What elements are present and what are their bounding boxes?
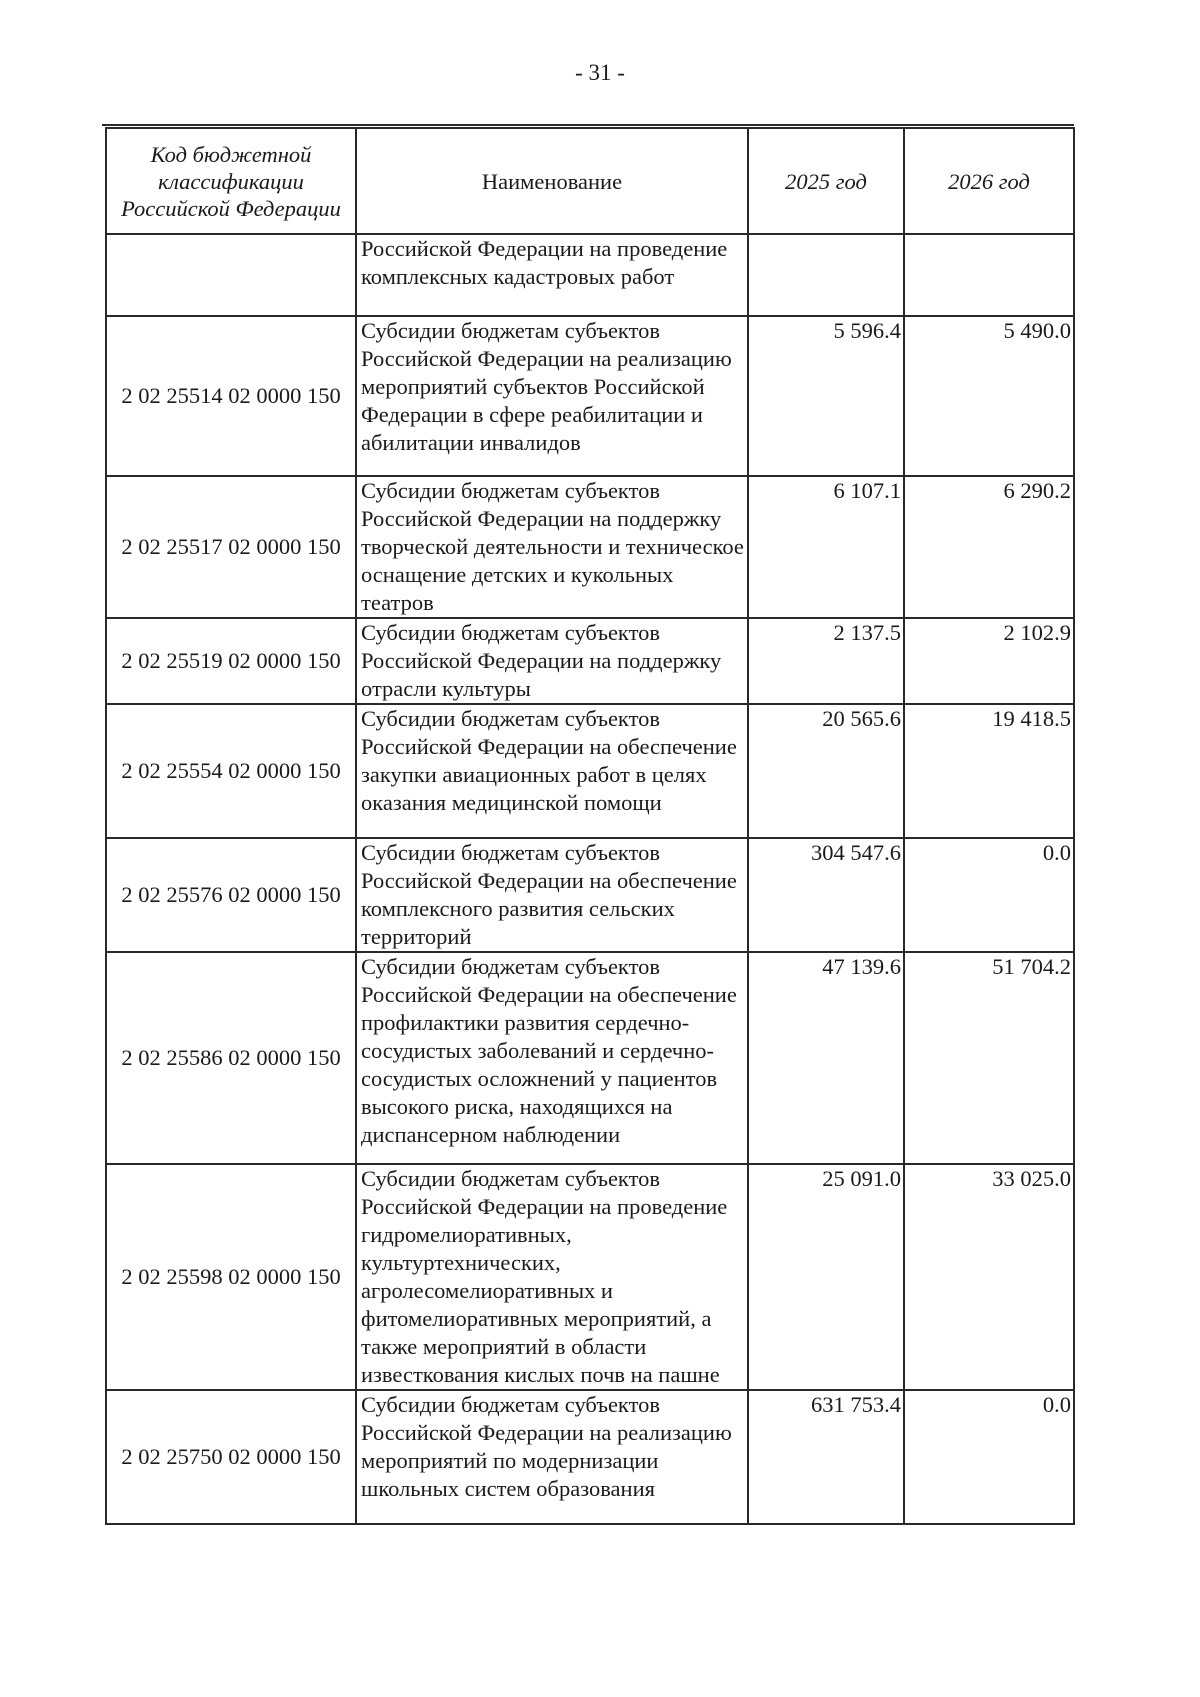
row-name: Субсидии бюджетам субъектов Российской Федерации на обеспечение закупки авиационных работ в целях оказания медицинской помощи: [356, 704, 748, 838]
header-code: Код бюджетной классификации Российской Федерации: [106, 128, 356, 234]
table-row: [106, 316, 1074, 476]
table-row: [106, 618, 1074, 704]
row-value-2026: [904, 234, 1074, 316]
row-code: 2 02 25750 02 0000 150: [106, 1390, 356, 1524]
row-value-2025: 47 139.6: [748, 952, 904, 1164]
row-name: Субсидии бюджетам субъектов Российской Федерации на реализацию мероприятий по модернизации школьных систем образования: [356, 1390, 748, 1524]
row-code: [106, 234, 356, 316]
row-value-2026: 0.0: [904, 1390, 1074, 1524]
row-value-2025: 304 547.6: [748, 838, 904, 952]
table-row: [106, 234, 1074, 316]
table-row: [106, 1390, 1074, 1524]
row-name: Российской Федерации на проведение комплексных кадастровых работ: [356, 234, 748, 316]
row-value-2026: 2 102.9: [904, 618, 1074, 704]
row-name: Субсидии бюджетам субъектов Российской Федерации на поддержку отрасли культуры: [356, 618, 748, 704]
header-year-2026: 2026 год: [904, 128, 1074, 234]
row-code: 2 02 25586 02 0000 150: [106, 952, 356, 1164]
row-code: 2 02 25598 02 0000 150: [106, 1164, 356, 1390]
row-code: 2 02 25576 02 0000 150: [106, 838, 356, 952]
table-outer-frame: [102, 124, 1074, 126]
row-name: Субсидии бюджетам субъектов Российской Федерации на проведение гидромелиоративных, культуртехнических, агролесомелиоративных и фитомелиоративных мероприятий, а также мероприятий в области известкования кислых почв на пашне: [356, 1164, 748, 1390]
row-name: Субсидии бюджетам субъектов Российской Федерации на обеспечение комплексного развития сельских территорий: [356, 838, 748, 952]
row-name: Субсидии бюджетам субъектов Российской Федерации на реализацию мероприятий субъектов Российской Федерации в сфере реабилитации и абилитации инвалидов: [356, 316, 748, 476]
table-row: [106, 1164, 1074, 1390]
row-value-2026: 6 290.2: [904, 476, 1074, 618]
row-value-2025: 5 596.4: [748, 316, 904, 476]
row-code: 2 02 25519 02 0000 150: [106, 618, 356, 704]
table-row: [106, 952, 1074, 1164]
header-year-2025: 2025 год: [748, 128, 904, 234]
row-value-2025: 631 753.4: [748, 1390, 904, 1524]
table-row: [106, 476, 1074, 618]
table-row: [106, 838, 1074, 952]
row-code: 2 02 25554 02 0000 150: [106, 704, 356, 838]
row-value-2025: 20 565.6: [748, 704, 904, 838]
page-number: - 31 -: [575, 60, 625, 85]
row-value-2025: 2 137.5: [748, 618, 904, 704]
row-value-2025: 25 091.0: [748, 1164, 904, 1390]
row-value-2026: 51 704.2: [904, 952, 1074, 1164]
row-name: Субсидии бюджетам субъектов Российской Федерации на обеспечение профилактики развития сердечно-сосудистых заболеваний и сердечно-сосудистых осложнений у пациентов высокого риска, находящихся на диспансерном наблюдении: [356, 952, 748, 1164]
table-header-row: [106, 128, 1074, 234]
row-value-2026: 33 025.0: [904, 1164, 1074, 1390]
header-name: Наименование: [356, 128, 748, 234]
row-value-2025: 6 107.1: [748, 476, 904, 618]
row-code: 2 02 25514 02 0000 150: [106, 316, 356, 476]
row-code: 2 02 25517 02 0000 150: [106, 476, 356, 618]
row-name: Субсидии бюджетам субъектов Российской Федерации на поддержку творческой деятельности и техническое оснащение детских и кукольных театров: [356, 476, 748, 618]
budget-table: [105, 127, 1075, 1525]
row-value-2025: [748, 234, 904, 316]
table-row: [106, 704, 1074, 838]
row-value-2026: 5 490.0: [904, 316, 1074, 476]
row-value-2026: 0.0: [904, 838, 1074, 952]
row-value-2026: 19 418.5: [904, 704, 1074, 838]
